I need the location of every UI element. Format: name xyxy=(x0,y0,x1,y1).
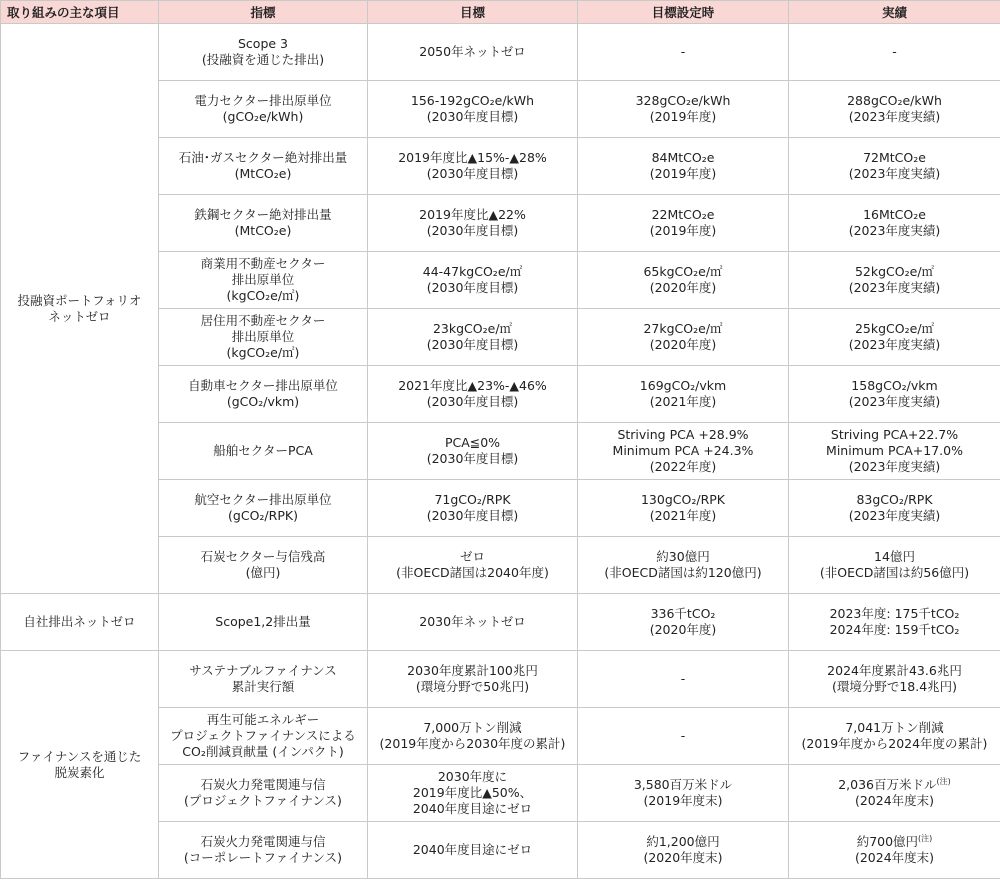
header-baseline: 目標設定時 xyxy=(578,1,789,24)
baseline-cell: 22MtCO₂e (2019年度) xyxy=(578,195,789,252)
baseline-cell: 169gCO₂/vkm (2021年度) xyxy=(578,366,789,423)
target-cell: 71gCO₂/RPK (2030年度目標) xyxy=(368,480,578,537)
indicator-cell: 航空セクター排出原単位 (gCO₂/RPK) xyxy=(159,480,368,537)
actual-cell: 158gCO₂/vkm (2023年度実績) xyxy=(789,366,1000,423)
header-actual: 実績 xyxy=(789,1,1000,24)
indicator-cell: 再生可能エネルギー プロジェクトファイナンスによる CO₂削減貢献量 (インパクト) xyxy=(159,708,368,765)
baseline-cell: 65kgCO₂e/㎡ (2020年度) xyxy=(578,252,789,309)
actual-cell: 288gCO₂e/kWh (2023年度実績) xyxy=(789,81,1000,138)
baseline-cell: 130gCO₂/RPK (2021年度) xyxy=(578,480,789,537)
actual-value: 2,036百万米ドル xyxy=(838,777,937,792)
baseline-cell: 3,580百万米ドル (2019年度末) xyxy=(578,765,789,822)
actual-cell: 14億円 (非OECD諸国は約56億円) xyxy=(789,537,1000,594)
actual-cell xyxy=(789,822,1000,879)
target-cell: PCA≦0% (2030年度目標) xyxy=(368,423,578,480)
table-row xyxy=(1,594,1000,651)
category-cell: ファイナンスを通じた 脱炭素化 xyxy=(1,651,159,879)
target-cell: 2040年度目途にゼロ xyxy=(368,822,578,879)
header-category: 取り組みの主な項目 xyxy=(1,1,159,24)
footnote-marker: (注) xyxy=(918,833,933,843)
target-cell: 2030年度累計100兆円 (環境分野で50兆円) xyxy=(368,651,578,708)
indicator-cell: サステナブルファイナンス 累計実行額 xyxy=(159,651,368,708)
actual-cell: - xyxy=(789,24,1000,81)
indicator-cell: 石油･ガスセクター絶対排出量 (MtCO₂e) xyxy=(159,138,368,195)
baseline-cell: 27kgCO₂e/㎡ (2020年度) xyxy=(578,309,789,366)
actual-cell: 7,041万トン削減 (2019年度から2024年度の累計) xyxy=(789,708,1000,765)
indicator-cell: 石炭セクター与信残高 (億円) xyxy=(159,537,368,594)
actual-cell: 2023年度: 175千tCO₂ 2024年度: 159千tCO₂ xyxy=(789,594,1000,651)
target-cell: 2050年ネットゼロ xyxy=(368,24,578,81)
indicator-cell: 商業用不動産セクター 排出原単位 (kgCO₂e/㎡) xyxy=(159,252,368,309)
baseline-cell: 約30億円 (非OECD諸国は約120億円) xyxy=(578,537,789,594)
baseline-cell: - xyxy=(578,24,789,81)
actual-cell: 72MtCO₂e (2023年度実績) xyxy=(789,138,1000,195)
indicator-cell: 船舶セクターPCA xyxy=(159,423,368,480)
header-indicator: 指標 xyxy=(159,1,368,24)
baseline-cell: 336千tCO₂ (2020年度) xyxy=(578,594,789,651)
baseline-cell: - xyxy=(578,651,789,708)
actual-period: (2024年度末) xyxy=(854,850,935,865)
category-cell: 自社排出ネットゼロ xyxy=(1,594,159,651)
indicator-cell: 鉄鋼セクター絶対排出量 (MtCO₂e) xyxy=(159,195,368,252)
table-row xyxy=(1,24,1000,81)
target-cell: 23kgCO₂e/㎡ (2030年度目標) xyxy=(368,309,578,366)
footnote-marker: (注) xyxy=(936,776,951,786)
target-cell: 2019年度比▲22% (2030年度目標) xyxy=(368,195,578,252)
baseline-cell: 約1,200億円 (2020年度末) xyxy=(578,822,789,879)
actual-cell: 16MtCO₂e (2023年度実績) xyxy=(789,195,1000,252)
actual-cell: 83gCO₂/RPK (2023年度実績) xyxy=(789,480,1000,537)
actual-cell: 25kgCO₂e/㎡ (2023年度実績) xyxy=(789,309,1000,366)
header-row xyxy=(1,1,1000,24)
target-cell: ゼロ (非OECD諸国は2040年度) xyxy=(368,537,578,594)
baseline-cell: - xyxy=(578,708,789,765)
indicator-cell: 居住用不動産セクター 排出原単位 (kgCO₂e/㎡) xyxy=(159,309,368,366)
header-target: 目標 xyxy=(368,1,578,24)
target-cell: 156-192gCO₂e/kWh (2030年度目標) xyxy=(368,81,578,138)
indicator-cell: 電力セクター排出原単位 (gCO₂e/kWh) xyxy=(159,81,368,138)
baseline-cell: 84MtCO₂e (2019年度) xyxy=(578,138,789,195)
table-row xyxy=(1,651,1000,708)
indicator-cell: 自動車セクター排出原単位 (gCO₂/vkm) xyxy=(159,366,368,423)
indicator-cell: 石炭火力発電関連与信 (コーポレートファイナンス) xyxy=(159,822,368,879)
target-cell: 2021年度比▲23%-▲46% (2030年度目標) xyxy=(368,366,578,423)
indicator-cell: Scope 3 (投融資を通じた排出) xyxy=(159,24,368,81)
actual-value: 約700億円 xyxy=(856,834,919,849)
baseline-cell: 328gCO₂e/kWh (2019年度) xyxy=(578,81,789,138)
indicator-cell: Scope1,2排出量 xyxy=(159,594,368,651)
actual-cell: 52kgCO₂e/㎡ (2023年度実績) xyxy=(789,252,1000,309)
category-cell: 投融資ポートフォリオ ネットゼロ xyxy=(1,24,159,594)
baseline-cell: Striving PCA +28.9% Minimum PCA +24.3% (2022年度) xyxy=(578,423,789,480)
actual-cell: 2024年度累計43.6兆円 (環境分野で18.4兆円) xyxy=(789,651,1000,708)
target-cell: 7,000万トン削減 (2019年度から2030年度の累計) xyxy=(368,708,578,765)
target-cell: 44-47kgCO₂e/㎡ (2030年度目標) xyxy=(368,252,578,309)
actual-cell: Striving PCA+22.7% Minimum PCA+17.0% (2023年度実績) xyxy=(789,423,1000,480)
actual-period: (2024年度末) xyxy=(854,793,935,808)
actual-cell xyxy=(789,765,1000,822)
target-cell: 2030年ネットゼロ xyxy=(368,594,578,651)
target-cell: 2019年度比▲15%-▲28% (2030年度目標) xyxy=(368,138,578,195)
indicator-cell: 石炭火力発電関連与信 (プロジェクトファイナンス) xyxy=(159,765,368,822)
target-cell: 2030年度に 2019年度比▲50%、 2040年度目途にゼロ xyxy=(368,765,578,822)
